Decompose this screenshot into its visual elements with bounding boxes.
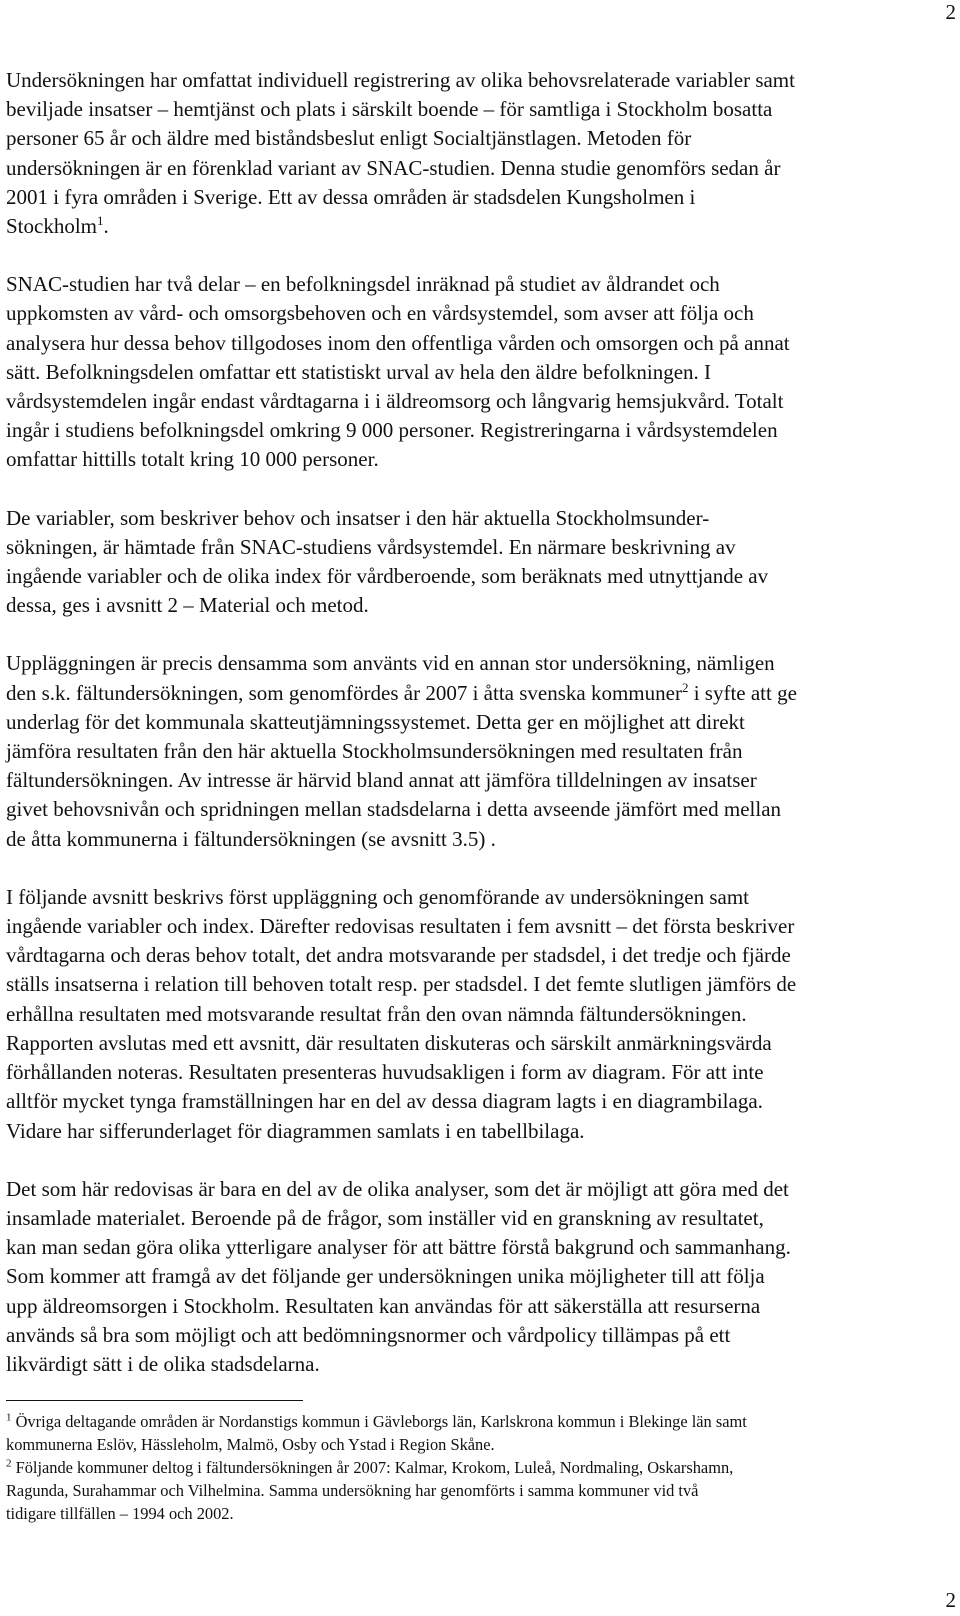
footnote-1 (6, 1410, 954, 1456)
text-line: vårdsystemdelen ingår endast vårdtagarna i i äldreomsorg och långvarig hemsjukvård. Totalt (6, 389, 784, 414)
text-line (6, 212, 954, 241)
text-line: upp äldreomsorgen i Stockholm. Resultaten kan användas för att säkerställa att resurserna (6, 1293, 761, 1318)
text-line: vårdtagarna och deras behov totalt, det andra motsvarande per stadsdel, i det tredje och fjärde (6, 943, 791, 968)
text-line: De variabler, som beskriver behov och insatser i den här aktuella Stockholmsunder- (6, 505, 710, 530)
text-line: tidigare tillfällen – 1994 och 2002. (6, 1504, 234, 1523)
text-line: Rapporten avslutas med ett avsnitt, där resultaten diskuteras och särskilt anmärkningsvärda (6, 1030, 772, 1055)
text-line: de åtta kommunerna i fältundersökningen (se avsnitt 3.5) . (6, 826, 496, 851)
text-line: jämföra resultaten från den här aktuella Stockholmsundersökningen med resultaten från (6, 739, 743, 764)
text-fragment: . (103, 214, 109, 239)
text-line: analysera hur dessa behov tillgodoses inom den offentliga vården och omsorgen och på annat (6, 330, 790, 355)
text-line: kommunerna Eslöv, Hässleholm, Malmö, Osby och Ystad i Region Skåne. (6, 1435, 495, 1454)
text-line: beviljade insatser – hemtjänst och plats i särskilt boende – för samtliga i Stockholm bosatta (6, 97, 773, 122)
text-line: ingående variabler och de olika index för vårdberoende, som beräknats med utnyttjande av (6, 564, 769, 589)
paragraph-6 (6, 1175, 954, 1379)
text-line: erhållna resultaten med motsvarande resultat från den ovan nämnda fältundersökningen. (6, 1001, 747, 1026)
footnote-ref-2[interactable]: 2 (681, 679, 689, 695)
text-fragment: Övriga deltagande områden är Nordanstigs kommun i Gävleborgs län, Karlskrona kommun i Blekinge län samt (11, 1412, 747, 1431)
text-line: Som kommer att framgå av det följande ger undersökningen unika möjligheter till att följa (6, 1264, 765, 1289)
footnote-marker: 2 (6, 1457, 12, 1470)
text-line: Ragunda, Surahammar och Vilhelmina. Samma undersökning har genomförts i samma kommuner vid två (6, 1481, 699, 1500)
text-line: Undersökningen har omfattat individuell registrering av olika behovsrelaterade variabler samt (6, 68, 795, 92)
text-fragment: i syfte att ge (688, 680, 797, 705)
text-line: fältundersökningen. Av intresse är härvid bland annat att jämföra tilldelningen av insatser (6, 768, 757, 793)
text-line (6, 1456, 954, 1479)
text-fragment: Stockholm (6, 214, 98, 239)
text-line: ingår i studiens befolkningsdel omkring 9 000 personer. Registreringarna i vårdsystemdelen (6, 418, 778, 443)
footnote-marker: 1 (6, 1411, 12, 1424)
text-line: insamlade materialet. Beroende på de frågor, som inställer vid en granskning av resultatet, (6, 1205, 764, 1230)
text-line: SNAC-studien har två delar – en befolkningsdel inräknad på studiet av åldrandet och (6, 272, 720, 297)
text-line (6, 679, 954, 708)
footnote-divider (6, 1400, 303, 1401)
footnote-ref-1[interactable]: 1 (97, 213, 104, 229)
document-body (6, 66, 954, 1408)
text-line: ingående variabler och index. Därefter redovisas resultaten i fem avsnitt – det första beskriver (6, 914, 795, 939)
text-line: I följande avsnitt beskrivs först uppläggning och genomförande av undersökningen samt (6, 884, 749, 909)
text-line: används så bra som möjligt och att bedömningsnormer och vårdpolicy tillämpas på ett (6, 1322, 731, 1347)
text-line: undersökningen är en förenklad variant av SNAC-studien. Denna studie genomförs sedan år (6, 155, 781, 180)
text-line: likvärdigt sätt i de olika stadsdelarna. (6, 1351, 320, 1376)
text-line: 2001 i fyra områden i Sverige. Ett av dessa områden är stadsdelen Kungsholmen i (6, 184, 696, 209)
text-line: personer 65 år och äldre med biståndsbeslut enligt Socialtjänstlagen. Metoden för (6, 126, 692, 151)
text-line: Det som här redovisas är bara en del av de olika analyser, som det är möjligt att göra med det (6, 1176, 789, 1201)
paragraph-2 (6, 270, 954, 474)
paragraph-4 (6, 649, 954, 853)
text-fragment: den s.k. fältundersökningen, som genomfördes år 2007 i åtta svenska kommuner (6, 680, 682, 705)
text-line: dessa, ges i avsnitt 2 – Material och metod. (6, 593, 369, 618)
text-line: ställs insatserna i relation till behoven totalt resp. per stadsdel. I det femte slutligen jämförs de (6, 972, 797, 997)
text-line: uppkomsten av vård- och omsorgsbehoven och en vårdsystemdel, som avser att följa och (6, 301, 754, 326)
footnotes (6, 1410, 954, 1525)
paragraph-5 (6, 883, 954, 1146)
page-number-top: 2 (945, 0, 956, 24)
page-number-bottom: 2 (945, 1588, 956, 1612)
text-line (6, 1410, 954, 1433)
text-line: kan man sedan göra olika ytterligare analyser för att bättre förstå bakgrund och sammanhang. (6, 1235, 791, 1260)
paragraph-1 (6, 66, 954, 241)
text-line: underlag för det kommunala skatteutjämningssystemet. Detta ger en möjlighet att direkt (6, 709, 745, 734)
text-line: Uppläggningen är precis densamma som använts vid en annan stor undersökning, nämligen (6, 651, 775, 676)
text-line: givet behovsnivån och spridningen mellan stadsdelarna i detta avseende jämfört med mellan (6, 797, 782, 822)
text-line: sätt. Befolkningsdelen omfattar ett statistiskt urval av hela den äldre befolkningen. I (6, 359, 712, 384)
text-line: alltför mycket tynga framställningen har en del av dessa diagram lagts i en diagrambilaga. (6, 1089, 763, 1114)
footnote-2 (6, 1456, 954, 1525)
text-fragment: Följande kommuner deltog i fältundersökningen år 2007: Kalmar, Krokom, Luleå, Nordmaling, Oskarshamn, (11, 1458, 734, 1477)
text-line: Vidare har sifferunderlaget för diagrammen samlats i en tabellbilaga. (6, 1118, 585, 1143)
paragraph-3 (6, 504, 954, 621)
text-line: förhållanden noteras. Resultaten presenteras huvudsakligen i form av diagram. För att inte (6, 1060, 764, 1085)
text-line: omfattar hittills totalt kring 10 000 personer. (6, 447, 379, 472)
text-line: sökningen, är hämtade från SNAC-studiens vårdsystemdel. En närmare beskrivning av (6, 534, 736, 559)
